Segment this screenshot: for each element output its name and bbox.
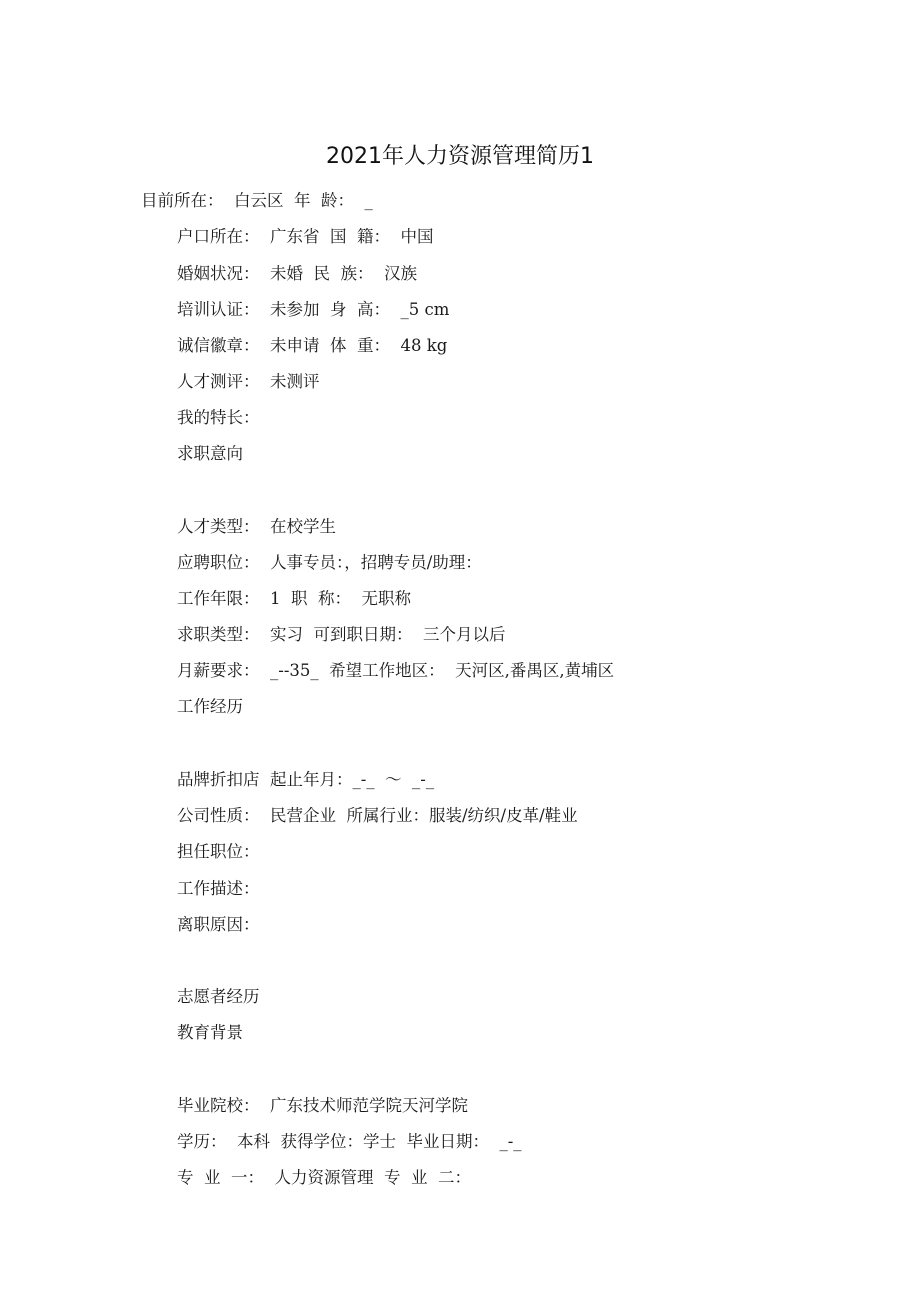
section-heading-job-intention: 求职意向 [177, 444, 243, 463]
line-specialty: 我的特长： [177, 408, 260, 427]
line-talent-type: 人才类型： 在校学生 [177, 517, 336, 536]
line-applied-position: 应聘职位： 人事专员：，招聘专员/助理： [177, 553, 482, 572]
line-company-nature: 公司性质： 民营企业 所属行业：服装/纺织/皮革/鞋业 [177, 806, 578, 825]
section-heading-work-experience: 工作经历 [177, 697, 243, 716]
line-work-description: 工作描述： [177, 879, 260, 898]
line-work-years: 工作年限： 1 职 称： 无职称 [177, 589, 411, 608]
line-marital-status: 婚姻状况： 未婚 民 族： 汉族 [177, 264, 417, 283]
line-degree-info: 学历： 本科 获得学位：学士 毕业日期： _-_ [177, 1132, 522, 1151]
line-talent-assessment: 人才测评： 未测评 [177, 372, 320, 391]
line-employer-period: 品牌折扣店 起止年月：_-_ ～ _-_ [177, 770, 435, 789]
line-integrity-badge: 诚信徽章： 未申请 体 重： 48 kg [177, 336, 448, 355]
line-job-type: 求职类型： 实习 可到职日期： 三个月以后 [177, 625, 506, 644]
document-title: 2021年人力资源管理简历1 [326, 144, 594, 169]
section-heading-education: 教育背景 [177, 1023, 243, 1042]
line-majors: 专 业 一： 人力资源管理 专 业 二： [177, 1168, 471, 1187]
line-hukou: 户口所在： 广东省 国 籍： 中国 [177, 227, 434, 246]
line-salary-location: 月薪要求： _--35_ 希望工作地区： 天河区,番禺区,黄埔区 [177, 661, 615, 680]
section-heading-volunteer-experience: 志愿者经历 [177, 987, 260, 1006]
line-leaving-reason: 离职原因： [177, 915, 260, 934]
line-graduate-school: 毕业院校： 广东技术师范学院天河学院 [177, 1096, 468, 1115]
line-position-held: 担任职位： [177, 842, 260, 861]
line-current-location: 目前所在： 白云区 年 龄： _ [141, 191, 373, 210]
line-training-certification: 培训认证： 未参加 身 高： _5 cm [177, 300, 450, 319]
